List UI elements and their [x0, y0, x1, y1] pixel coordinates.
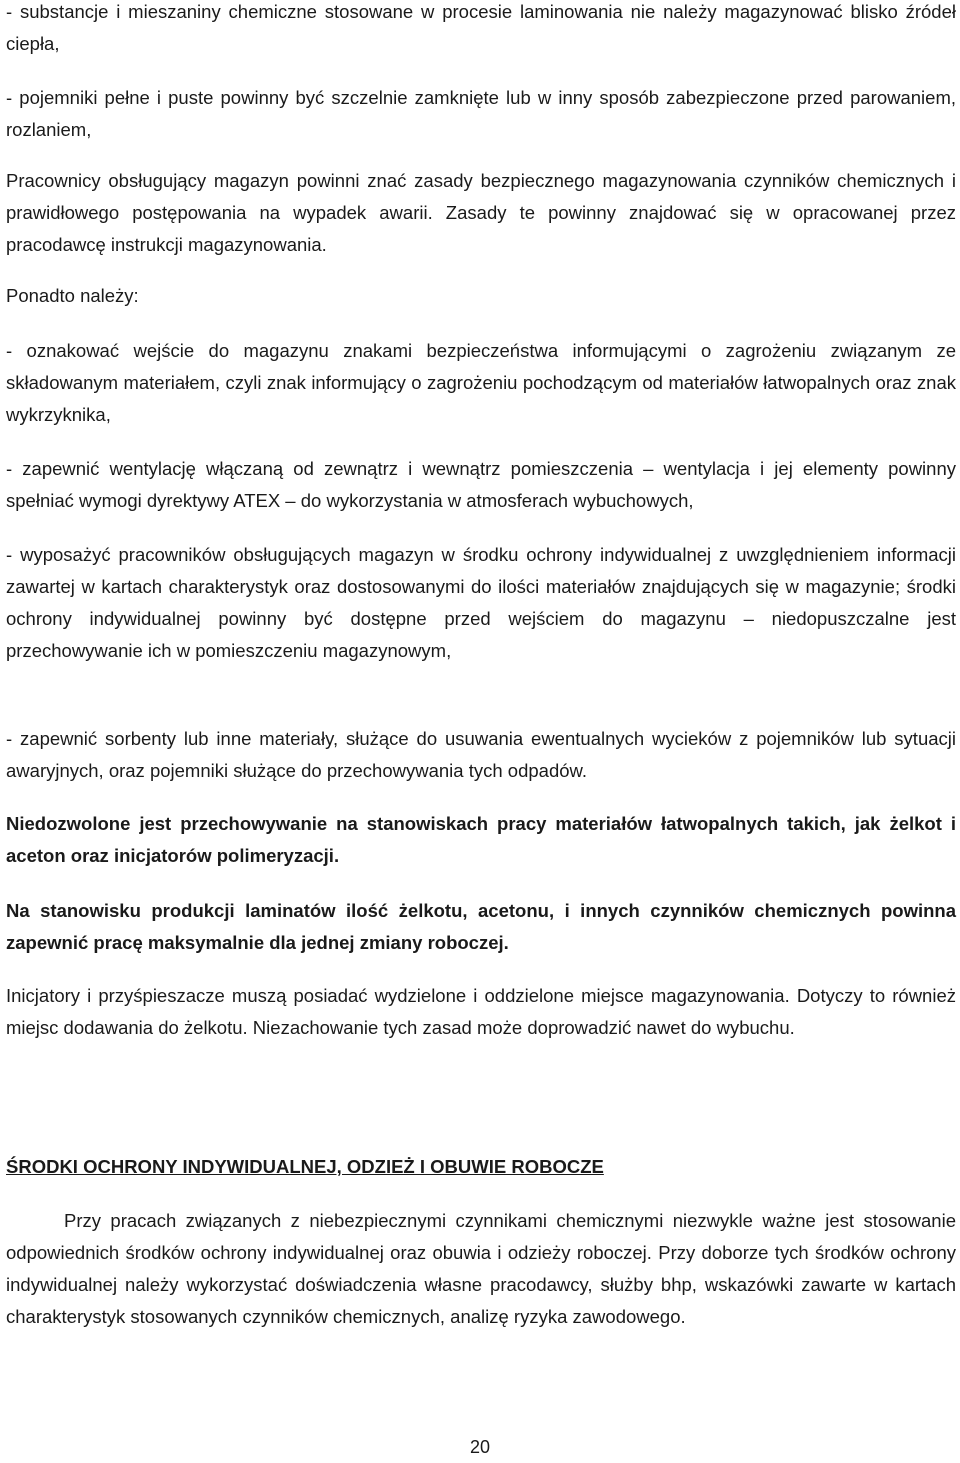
paragraph-initiators: Inicjatory i przyśpieszacze muszą posiadać wydzielone i oddzielone miejsce magazynowania. Dotyczy to również miejsc dodawania do żelkotu. Niezachowanie tych zasad może doprowadzić nawet do wybuchu.	[6, 985, 956, 1038]
paragraph-containers-sealed: - pojemniki pełne i puste powinny być szczelnie zamknięte lub w inny sposób zabezpieczone przed parowaniem, rozlaniem,	[6, 87, 956, 140]
paragraph-equipment: - wyposażyć pracowników obsługujących magazyn w środku ochrony indywidualnej z uwzględnieniem informacji zawartej w kartach charakterystyk oraz dostosowanymi do ilości materiałów znajdujących się w magazynie; środki ochrony indywidualnej powinny być dostępne przed wejściem do magazynu – niedopuszczalne jest przechowywanie ich w pomieszczeniu magazynowym,	[6, 544, 956, 661]
paragraph-mark-entrance: - oznakować wejście do magazynu znakami bezpieczeństwa informującymi o zagrożeniu związanym ze składowanym materiałem, czyli znak informujący o zagrożeniu pochodzącym od materiałów łatwopalnych oraz znak wykrzyknika,	[6, 340, 956, 425]
paragraph-ppe: Przy pracach związanych z niebezpiecznymi czynnikami chemicznymi niezwykle ważne jest stosowanie odpowiednich środków ochrony indywidualnej oraz obuwia i odzieży roboczej. Przy doborze tych środków ochrony indywidualnej należy wykorzystać doświadczenia własne pracodawcy, służby bhp, wskazówki zawarte w kartach charakterystyk stosowanych czynników chemicznych, analizę ryzyka zawodowego.	[6, 1210, 956, 1327]
paragraph-storage-heat: - substancje i mieszaniny chemiczne stosowane w procesie laminowania nie należy magazynować blisko źródeł ciepła,	[6, 1, 956, 54]
paragraph-sorbents: - zapewnić sorbenty lub inne materiały, służące do usuwania ewentualnych wycieków z pojemników lub sytuacji awaryjnych, oraz pojemniki służące do przechowywania tych odpadów.	[6, 728, 956, 781]
paragraph-workers-rules: Pracownicy obsługujący magazyn powinni znać zasady bezpiecznego magazynowania czynników chemicznych i prawidłowego postępowania na wypadek awarii. Zasady te powinny znajdować się w opracowanej przez pracodawcę instrukcji magazynowania.	[6, 170, 956, 255]
page-number: 20	[469, 1437, 491, 1457]
paragraph-moreover: Ponadto należy:	[6, 285, 139, 306]
paragraph-ventilation: - zapewnić wentylację włączaną od zewnątrz i wewnątrz pomieszczenia – wentylacja i jej elementy powinny spełniać wymogi dyrektywy ATEX – do wykorzystania w atmosferach wybuchowych,	[6, 458, 956, 511]
paragraph-forbidden-storage: Niedozwolone jest przechowywanie na stanowiskach pracy materiałów łatwopalnych takich, jak żelkot i aceton oraz inicjatorów polimeryzacji.	[6, 813, 956, 866]
paragraph-workstation-quantity: Na stanowisku produkcji laminatów ilość żelkotu, acetonu, i innych czynników chemicznych powinna zapewnić pracę maksymalnie dla jednej zmiany roboczej.	[6, 900, 956, 953]
section-heading: ŚRODKI OCHRONY INDYWIDUALNEJ, ODZIEŻ I OBUWIE ROBOCZE	[6, 1156, 604, 1177]
